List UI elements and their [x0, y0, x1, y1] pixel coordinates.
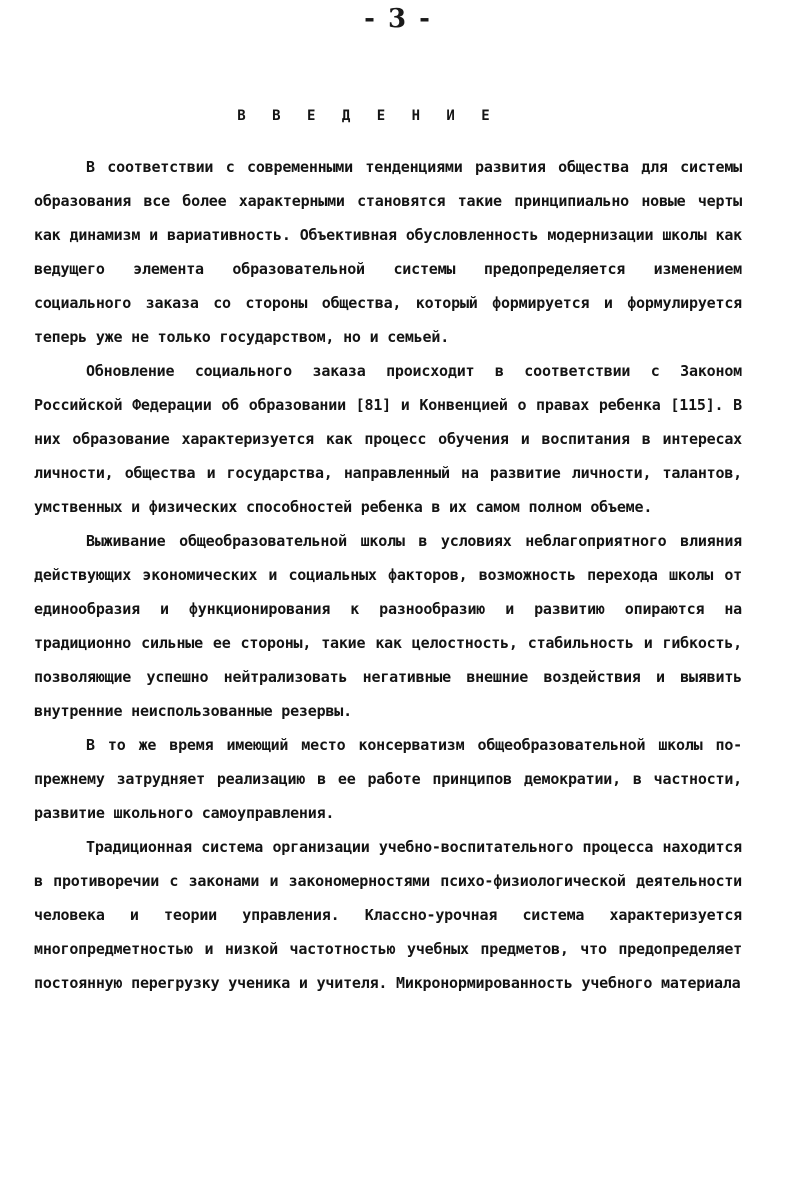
paragraph-4: В то же время имеющий место консерватизм общеобразовательной школы по-прежнему затрудняет реализацию в ее работе принципов демократии, в частности, развитие школьного самоуправления. — [34, 736, 742, 822]
paragraph-1: В соответствии с современными тенденциями развития общества для системы образования все более характерными становятся такие принципиально новые черты как динамизм и вариативность. Объективная обусловленность модернизации школы как ведущего элемента образовательной системы предопределяется изменением социального заказа со стороны общества, который формируется и формулируется теперь уже не только государством, но и семьей. — [34, 158, 742, 346]
paragraph-2: Обновление социального заказа происходит в соответствии с Законом Российской Федерации об образовании [81] и Конвенцией о правах ребенка [115]. В них образование характеризуется как процесс обучения и воспитания в интересах личности, общества и государства, направленный на развитие личности, талантов, умственных и физических способностей ребенка в их самом полном объеме. — [34, 362, 742, 516]
paragraph-5: Традиционная система организации учебно-воспитательного процесса находится в противоречии с законами и закономерностями психо-физиологической деятельности человека и теории управления. Классно-урочная система характеризуется многопредметностью и низкой частотностью учебных предметов, что предопределяет постоянную перегрузку ученика и учителя. Микронормированность учебного материала — [34, 838, 742, 992]
page-number: - 3 - — [364, 4, 432, 34]
paragraph-3: Выживание общеобразовательной школы в условиях неблагоприятного влияния действующих экономических и социальных факторов, возможность перехода школы от единообразия и функционирования к разнообразию и развитию опираются на традиционно сильные ее стороны, такие как целостность, стабильность и гибкость, позволяющие успешно нейтрализовать негативные внешние воздействия и выявить внутренние неиспользованные резервы. — [34, 532, 742, 720]
body-text — [34, 150, 742, 1000]
section-heading: В В Е Д Е Н И Е — [237, 108, 499, 124]
